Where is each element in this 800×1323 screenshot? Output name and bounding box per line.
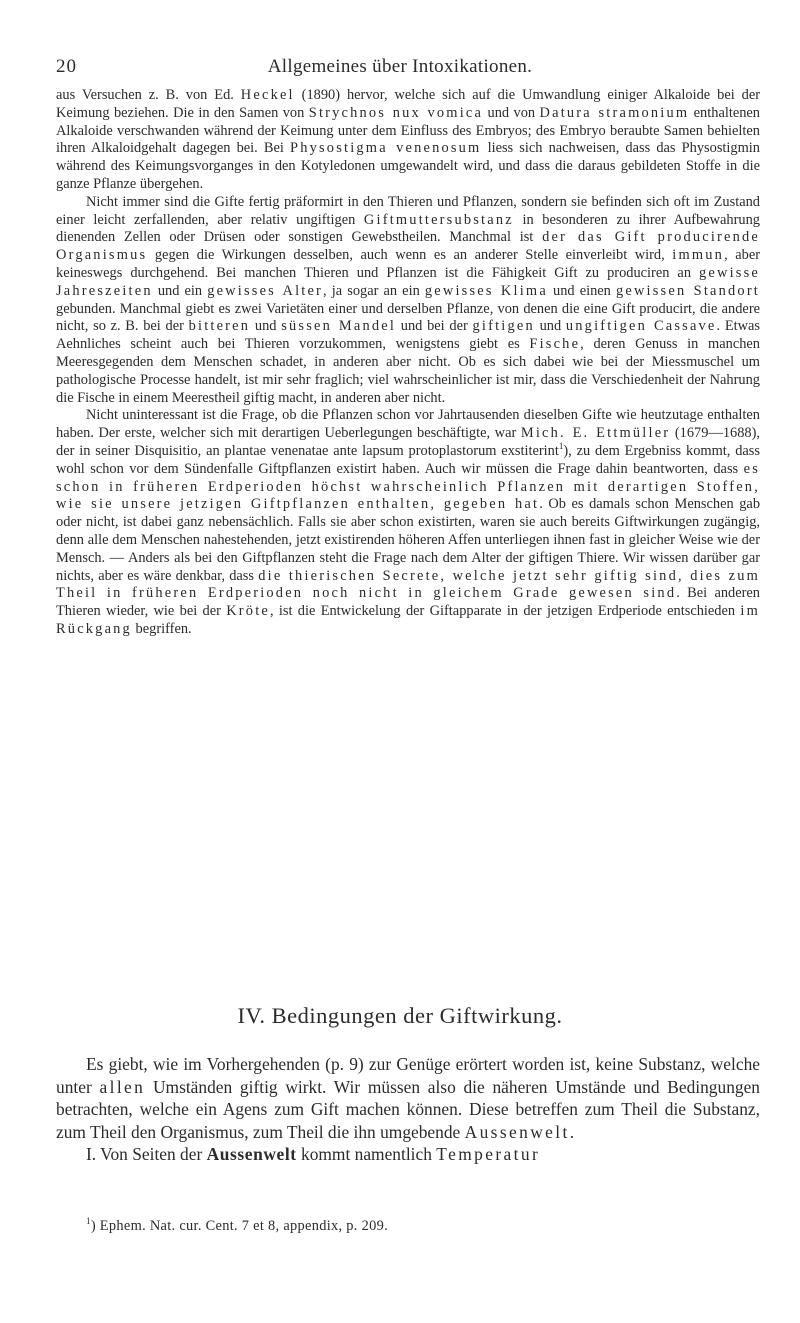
spaced-emphasis: der das Gift producirende Organismus	[56, 229, 760, 264]
section-text	[56, 1053, 760, 1166]
spaced-emphasis: Temperatur	[436, 1144, 541, 1165]
text-run: . Ob es damals schon Menschen gab oder nicht, ist dabei ganz nebensächlich. Falls sie aber schon existirten, waren sie auch bereits Giftwirkungen zugängig, denn alle dem Menschen nahestehenden, jetzt existirenden höheren Affen unterliegen ihnen fast in gleicher Weise wie der Mensch. — Anders als bei den Giftpflanzen steht die Frage nach dem Alter der giftigen Thiere. Wir wissen darüber gar nichts, aber es wäre denkbar, dass	[56, 496, 761, 584]
section-heading: IV. Bedingungen der Giftwirkung.	[237, 1003, 563, 1028]
spaced-emphasis: Mich. E. Ettmüller	[520, 425, 671, 442]
text-run: (1679—1688), der in seiner Disquisitio, an plantae venenatae ante lapsum protoplastorum exstiterint	[56, 425, 761, 459]
body-text	[56, 87, 760, 639]
footnote-marker: 1	[86, 1216, 91, 1227]
spaced-emphasis: Strychnos nux vomica	[308, 104, 484, 121]
paragraph	[56, 194, 760, 408]
text-run: liess sich nachweisen, dass das Physostigmin während des Keimungsvorganges in den Kotyledonen umgewandelt wird, und dass die daraus gebildeten Stoffe in die ganze Pflanze übergehen.	[56, 140, 761, 192]
text-run: Es giebt, wie im Vorhergehenden (p. 9) zur Genüge erörtert worden ist, keine Substanz, welche unter	[56, 1054, 760, 1097]
spaced-emphasis: im Rückgang	[56, 603, 760, 637]
text-run: und bei der	[396, 318, 473, 335]
text-run: aus Versuchen z. B. von Ed.	[56, 87, 241, 103]
text-run: und	[534, 318, 566, 335]
text-run: , ja sogar an ein	[323, 282, 425, 299]
text-run: (1890) hervor, welche sich auf die Umwandlung einiger Alkaloide bei der Keimung beziehen. Die in den Samen von	[56, 87, 761, 121]
spaced-emphasis: Giftmuttersubstanz	[363, 211, 514, 228]
spaced-emphasis: gewisse Jahreszeiten	[56, 264, 760, 299]
bold-text: Aussenwelt	[206, 1144, 297, 1165]
spaced-emphasis: ungiftigen Cassave	[565, 318, 717, 335]
footnote-text: ) Ephem. Nat. cur. Cent. 7 et 8, appendix, p. 209.	[90, 1218, 388, 1234]
spaced-emphasis: immun	[672, 247, 725, 264]
text-run: ), zu dem Ergebniss kommt, dass wohl schon vor dem Sündenfalle Giftpflanzen existirt haben. Auch wir müssen die Frage dahin beantworten, dass	[56, 442, 761, 477]
spaced-emphasis: gewisses Alter	[207, 282, 324, 299]
text-run: und ein	[152, 282, 208, 299]
section-paragraph	[56, 1053, 760, 1143]
text-run: in besonderen zu ihrer Aufbewahrung dienenden Zellen oder Drüsen oder sonstigen Gewebstheilen. Manchmal ist	[56, 211, 761, 246]
footnote-ref: 1	[558, 441, 564, 452]
spaced-emphasis: Heckel	[240, 87, 295, 103]
text-run: Nicht immer sind die Gifte fertig präformirt in den Thieren und Pflanzen, sondern sie befinden sich oft im Zustand einer leicht zerfallenden, aber relativ ungiftigen	[56, 193, 760, 228]
footnote	[86, 1218, 388, 1235]
spaced-emphasis: bitteren	[188, 318, 251, 335]
text-run: .	[569, 1121, 575, 1142]
text-run: . Bei anderen Thieren wieder, wie bei der	[56, 585, 760, 620]
text-run: gegen die Wirkungen desselben, auch wenn es an anderer Stelle einverleibt wird,	[147, 247, 673, 264]
spaced-emphasis: die thierischen Secrete, welche jetzt sehr giftig sind, dies zum Theil in früheren Erdperioden noch nicht in gleichem Grade gewesen sind	[56, 567, 760, 602]
paragraph	[56, 407, 760, 638]
spaced-emphasis: gewissen Standort	[615, 282, 761, 299]
spaced-emphasis: Datura stramonium	[539, 104, 690, 121]
spaced-emphasis: Aussenwelt	[464, 1121, 570, 1142]
text-run: Nicht uninteressant ist die Frage, ob die Pflanzen schon vor Jahrtausenden dieselben Gifte wie heutzutage enthalten haben. Der erste, welcher sich mit derartigen Ueberlegungen beschäftigte, war	[56, 407, 760, 442]
text-run: enthaltenen Alkaloide verschwanden während der Keimung unter dem Einfluss des Embryos; des Embryo beraubte Samen behielten ihren Alkaloidgehalt dagegen bei. Bei	[56, 104, 760, 157]
spaced-emphasis: Kröte	[226, 603, 270, 620]
text-run: , ist die Entwickelung der Giftapparate in der jetzigen Erdperiode entschieden	[269, 603, 741, 620]
section-paragraph	[56, 1143, 760, 1166]
spaced-emphasis: gewisses Klima	[424, 282, 548, 299]
text-run: und	[250, 318, 282, 335]
text-run: . Etwas Aehnliches scheint auch bei Thieren vorzukommen, wenigstens giebt es	[56, 318, 760, 353]
text-run: kommt namentlich	[296, 1144, 437, 1165]
running-title: Allgemeines über Intoxikationen.	[267, 56, 533, 77]
text-run: und einen	[547, 282, 616, 299]
text-run: und von	[483, 104, 540, 121]
page-header	[0, 56, 800, 80]
spaced-emphasis: giftigen	[472, 318, 535, 335]
text-run: begriffen.	[131, 620, 192, 637]
spaced-emphasis: allen	[99, 1076, 146, 1097]
paragraph	[56, 87, 760, 194]
spaced-emphasis: es schon in früheren Erdperioden höchst wahrscheinlich Pflanzen mit derartigen Stoffen, wie sie unsere jetzigen Giftpflanzen enthalten, gegeben hat	[56, 460, 760, 513]
text-run: , aber keineswegs durchgehend. Bei manchen Thieren und Pflanzen ist die Fähigkeit Gift zu produciren an	[56, 247, 760, 281]
text-run: , deren Genuss in manchen Meeresgegenden dem Menschen schadet, in anderen aber nicht. Ob es sich dabei wie bei der Miessmuschel um pathologische Processe handelt, ist mir sehr fraglich; viel wahrscheinlicher ist mir, dass die Verschiedenheit der Nahrung die Fische in einem Meerestheil giftig macht, in anderen aber nicht.	[56, 336, 760, 406]
spaced-emphasis: süssen Mandel	[281, 318, 397, 335]
text-run: I. Von Seiten der	[86, 1144, 207, 1165]
spaced-emphasis: Fische	[529, 336, 581, 353]
text-run: Umständen giftig wirkt. Wir müssen also die näheren Umstände und Bedingungen betrachten, welche ein Agens zum Gift machen können. Diese betreffen zum Theil die Substanz, zum Theil den Organismus, zum Theil die ihn umgebende	[56, 1076, 760, 1142]
page-number: 20	[56, 56, 77, 77]
spaced-emphasis: Physostigma venenosum	[290, 140, 482, 157]
text-run: gebunden. Manchmal giebt es zwei Varietäten einer und derselben Pflanze, von denen die eine Gift producirt, die andere nicht, so z. B. bei der	[56, 300, 760, 335]
